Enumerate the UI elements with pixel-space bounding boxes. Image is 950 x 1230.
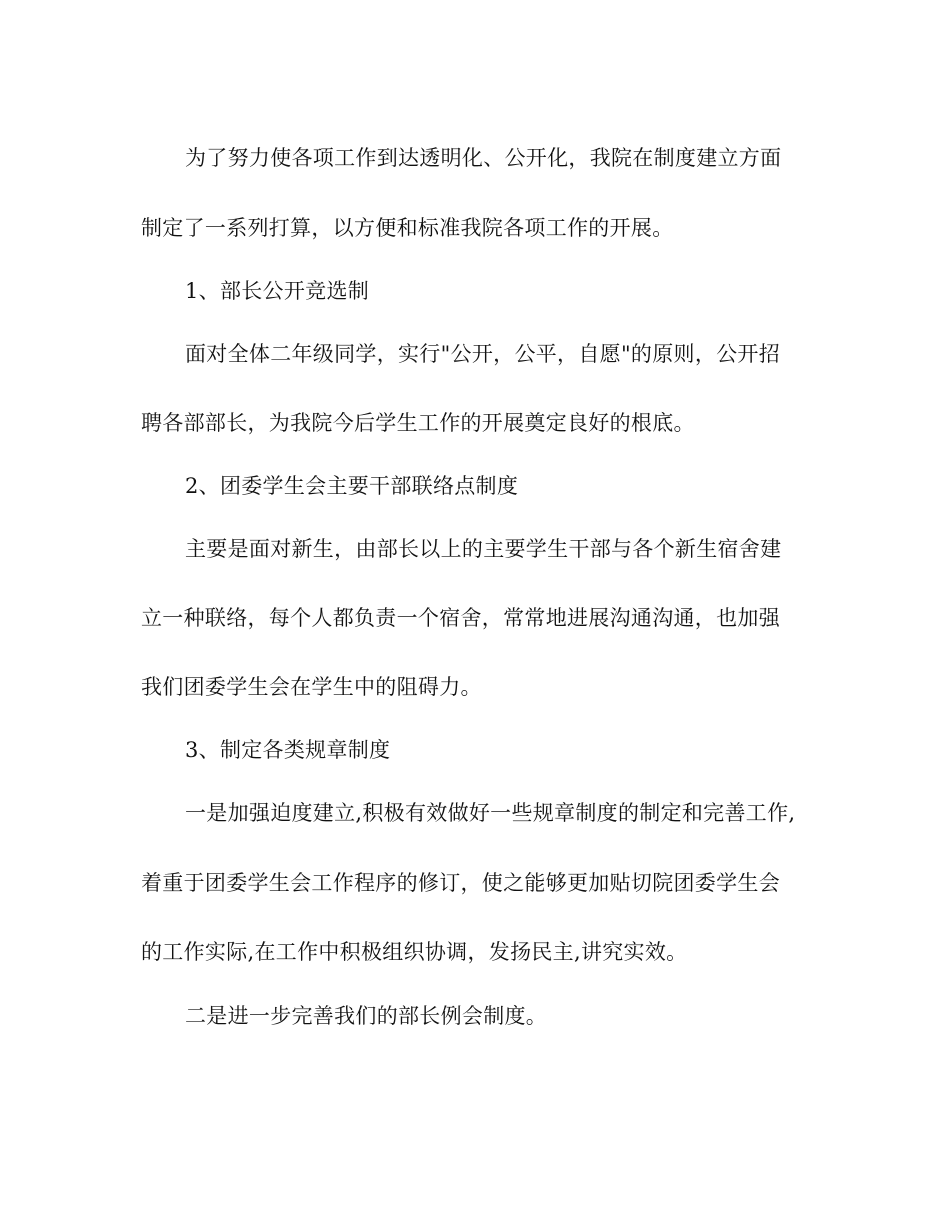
paragraph-line: 着重于团委学生会工作程序的修订，使之能够更加贴切院团委学生会: [141, 871, 780, 895]
paragraph-line: 为了努力使各项工作到达透明化、公开化，我院在制度建立方面: [185, 146, 782, 170]
paragraph-line: 二是进一步完善我们的部长例会制度。: [185, 1004, 548, 1028]
paragraph-line: 制定了一系列打算，以方便和标准我院各项工作的开展。: [141, 216, 674, 240]
paragraph-line: 聘各部部长，为我院今后学生工作的开展奠定良好的根底。: [141, 411, 695, 435]
section-heading: 3、制定各类规章制度: [185, 738, 391, 762]
section-heading: 1、部长公开竞选制: [185, 279, 370, 303]
paragraph-line: 面对全体二年级同学，实行"公开，公平，自愿"的原则，公开招: [185, 342, 781, 366]
paragraph-line: 我们团委学生会在学生中的阻碍力。: [141, 675, 482, 699]
paragraph-line: 一是加强迫度建立,积极有效做好一些规章制度的制定和完善工作,: [185, 801, 796, 825]
paragraph-line: 主要是面对新生，由部长以上的主要学生干部与各个新生宿舍建: [185, 537, 782, 561]
paragraph-line: 的工作实际,在工作中积极组织协调，发扬民主,讲究实效。: [141, 940, 688, 964]
paragraph-line: 立一种联络，每个人都负责一个宿舍，常常地进展沟通沟通，也加强: [141, 606, 780, 630]
section-heading: 2、团委学生会主要干部联络点制度: [185, 474, 519, 498]
